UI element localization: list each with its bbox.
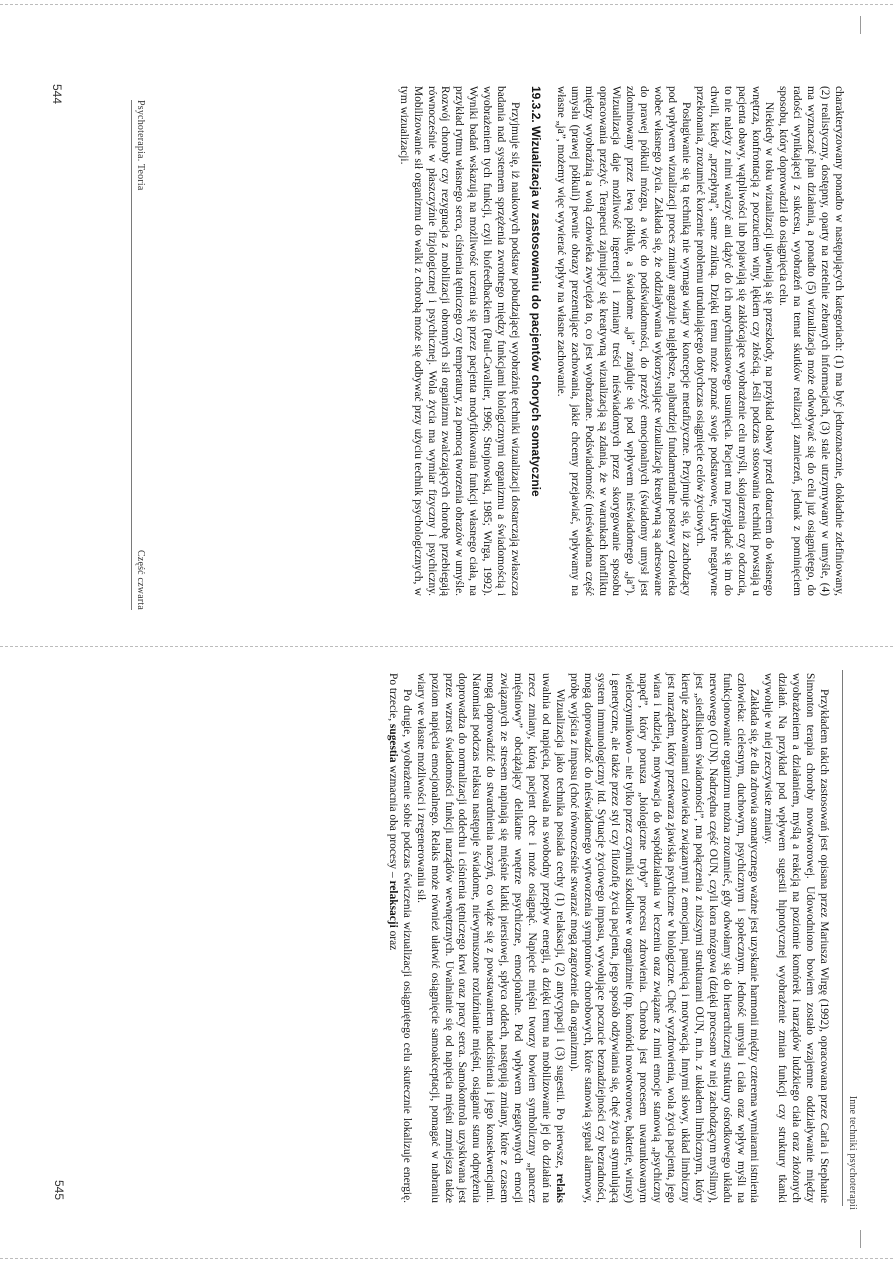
paragraph: Posługiwanie się tą techniką nie wymaga wiary w koncepcje metafizyczne. Przyjmuje się, iż zachodzący pod wpływem wizualizacji proces zmiany angażuje najgłębsze, najbardziej fundamentalne postawy człowieka wobec własnego życia. Zakłada się, że oddziaływania wykorzystujące wizualizację kreatywną są adresowane do prawej półkuli mózgu, a więc do podświadomości, do przeżyć emocjonalnych (świadomy umysł jest zdominowany przez lewą półkulę, a świadome „ja” znajduje się pod wpływem nieświadomego „ja”). Wizualizacja daje możliwość ingerencji i zmiany treści nieświadomych przez skorygowanie sposobu opracowania przeżyć. Terapeuci zajmujący się kreatywną wizualizacją są zdania, że w warunkach konfliktu między wyobraźnią a wolą człowieka zwycięża to, co jest wyobrażane. Podświadomość (nieświadoma część umysłu (prawej półkuli) pewnie obrazy prezentujące zachowania, jakie chcemy przejawiać, wpływamy na własne „ja”, możemy więc wywierać wpływ na własne zachowanie. bbox=[554, 86, 693, 596]
right-running-head bbox=[847, 670, 858, 1210]
bold-term-relaks: relaks bbox=[553, 1173, 566, 1203]
crop-mark bbox=[860, 1230, 861, 1248]
left-head-part: Część czwarta bbox=[135, 549, 146, 610]
section-heading: 19.3.2. Wizualizacja w zastosowaniu do pacjentów chorych somatycznie bbox=[528, 86, 543, 497]
page-number-right: 545 bbox=[52, 1180, 66, 1201]
text-run: oraz bbox=[386, 927, 399, 951]
text-run: Wizualizacja jako technika posiada cechy (1) relaksacji, (2) antycypacji i (3) sugestii. Po pierwsze, bbox=[553, 689, 566, 1174]
page-fold-line bbox=[0, 646, 893, 647]
page-number-left: 544 bbox=[50, 84, 64, 105]
text-run: wzmacnia oba procesy – bbox=[386, 762, 399, 881]
paragraph: charakteryzowany ponadto w następujących kategoriach: (1) ma być jednoznacznie, dokładnie zdefiniowany, (2) realistyczny, dostępny, oparty na rzetelnie zebranych informacjach, (3) stale utrzymywany w umyśle, (4) ma wyznaczać plan działania, a ponadto (5) wizualizacja może odwoływać się do celu już osiągniętego, do radości wynikającej z sukcesu, wyobrażeń na temat skutków realizacji zamierzeń, jednak z pominięciem sposobu, który doprowadził do osiągnięcia celu. bbox=[777, 86, 845, 596]
left-page-body bbox=[115, 86, 845, 596]
paragraph bbox=[385, 673, 413, 1203]
right-page-body bbox=[90, 673, 830, 1203]
left-head-title: Psychoterapia. Teoria bbox=[135, 100, 146, 191]
right-head-rule bbox=[842, 670, 843, 1206]
paragraph: Przykładem takich zastosowań jest opisana przez Mariusza Wirgę (1992), opracowana przez Carla i Stephanie Simonton terapia choroby nowotworowej. Udowodniono bowiem zostało wzajemne oddziaływanie między wyobrażeniem a działaniem, myślą a reakcją na poziomie komórek i narządów ludzkiego ciała oraz złożonych działań. Na przykład pod wpływem sugestii hipnotycznej wyobrażenie zmian funkcji czy struktury tkanki wywołuje w niej rzeczywiste zmiany. bbox=[762, 673, 830, 1203]
scan-edge-bottom bbox=[0, 1258, 893, 1259]
paragraph: Zakłada się, że dla zdrowia somatycznego ważne jest uzyskanie harmonii między czterema wymiarami istnienia człowieka: cielesnym, duchowym, psychicznym i społecznym. Jedność umysłu i ciała oraz wpływ myśli na funkcjonowanie organizmu można zrozumieć, gdy odwołamy się do hierarchicznej struktury ośrodkowego układu nerwowego (OUN). Nadrzędna część OUN, czyli kora mózgowa (dzięki procesom w niej zachodzącym myślimy), jest „siedliskiem świadomości”, ma połączenia z niższymi strukturami OUN, m.in. z układem limbicznym, który kieruje zachowaniami człowieka związanymi z emocjami, pamięcią i motywacją. Innymi słowy, układ limbiczny jest narządem, który przetwarza zjawiska psychiczne w biologiczne. Chęć wyzdrowienia, wola życia pacjenta, jego wiara i nadzieja, motywacja do współdziałania w leczeniu oraz związane z nimi emocje stanowią „psychiczny napęd”, który porusza „biologiczne tryby” procesu zdrowienia. Choroba jest procesem uwarunkowanym wieloczynnikowo – nie tylko przez czynniki szkodliwe w organizmie (np. komórki nowotworowe, bakterie, wirusy) i genetyczne, ale także przez styl czy filozofię życia pacjenta, jego sposób odżywiania się, chęć życia stymulującą system immunologiczny itd. Sytuacje życiowego impasu, wywołujące poczucie beznadziejności czy bezradności, mogą doprowadzać do nieświadomego wytworzenia symptomów chorobowych, które stanowią sygnał alarmowy, próbę wyjścia z impasu (choć równocześnie stwarzać mogą zagrożenie dla organizmu). bbox=[567, 673, 761, 1203]
bold-term-sugestia: sugestia bbox=[386, 723, 399, 763]
paragraph bbox=[413, 673, 566, 1203]
text-run: uwalnia od napięcia, pozwala na swobodny przepływ energii, a dzięki temu na mobilizowanie jej do działań na rzecz zmiany, którą pacjent chce i może osiągnąć. Napięcie mięśni tworzy bowiem symboliczny „pancerz mięśniowy” obciążający delikatne wnętrze psychiczne, emocjonalne. Pod wpływem negatywnych emocji związanych ze stresem napinają się mięśnie klatki piersiowej, spłyca oddech, następują zmiany, które z czasem mogą doprowadzić do stwardnienia naczyń, co wiąże się z powstawaniem nadciśnienia i jego konsekwencjami. Natomiast podczas relaksu następuje świadome, niewymuszone rozluźnianie mięśni, osiąganie stanu odprężenia doprowadza do normalizacji oddechu i ciśnienia tętniczego krwi oraz pracy serca. Samokontrola uzyskiwana jest przez wzrost świadomości funkcji narządów wewnętrznych. Uwalnianie się od napięcia mięśni zmniejsza także poziom napięcia emocjonalnego. Relaks może również ułatwić osiągnięcie samoakceptacji, pomagać w nabraniu wiary we własne możliwości i zregenerowaniu sił. bbox=[414, 673, 552, 1203]
crop-mark bbox=[860, 16, 861, 34]
right-head-title: Inne techniki psychoterapii bbox=[847, 1095, 858, 1210]
scan-edge-top bbox=[0, 4, 893, 5]
paragraph: Przyjmuje się, iż naukowych podstaw pobudzającej wyobraźnię techniki wizualizacji dostarczają zwłaszcza badania nad systemem sprzężenia zwrotnego między funkcjami biologicznymi organizmu a świadomością i wyobrażeniem tych funkcji, czyli biofeedbackiem (Paul-Cavallier, 1996; Strojnowski, 1985; Wirga, 1992). Wyniki badań wskazują na możliwość uczenia się przez pacjenta modyfikowania funkcji własnego ciała, na przykład rytmu własnego serca, ciśnienia tętniczego czy temperatury, za pomocą tworzenia obrazów w umyśle. Rozwój choroby czy rezygnacja z mobilizacji obronnych sił organizmu zwalczających chorobę przebiegają równocześnie w płaszczyźnie fizjologicznej i psychicznej. Wola życia ma wymiar fizyczny i psychiczny. Mobilizowanie sił organizmu do walki z chorobą może się odbywać przy użyciu technik psychologicznych, w tym wizualizacji. bbox=[397, 86, 521, 596]
bold-term-relaksacji: relaksacji bbox=[386, 880, 399, 928]
paragraph: Niekiedy w toku wizualizacji ujawniają się przeszkody, na przykład obawy przed dotarciem do własnego wnętrza, konfrontacją z poczuciem winy, lękiem czy złością. Jeśli podczas stosowania techniki powstają u pacjenta obawy, wątpliwości lub pojawiają się zakłócające wyobrażenie celu myśli, skojarzenia czy odczucia, to nie należy z nimi walczyć ani dążyć do ich natychmiastowego usunięcia. Pacjent ma przyglądać się im do chwili, kiedy „przepłyną”, same znikną. Dzięki temu może poznać swoje podstawowe, ukryte negatywne przekonania, zrozumieć korzenie problemu utrudniającego dotychczas osiągnięcie celów życiowych. bbox=[693, 86, 776, 596]
text-run: Po drugie, wyobrażenie sobie podczas ćwiczenia wizualizacji osiągniętego celu skutecznie lokalizuje energię. Po trzecie, bbox=[386, 673, 413, 1203]
